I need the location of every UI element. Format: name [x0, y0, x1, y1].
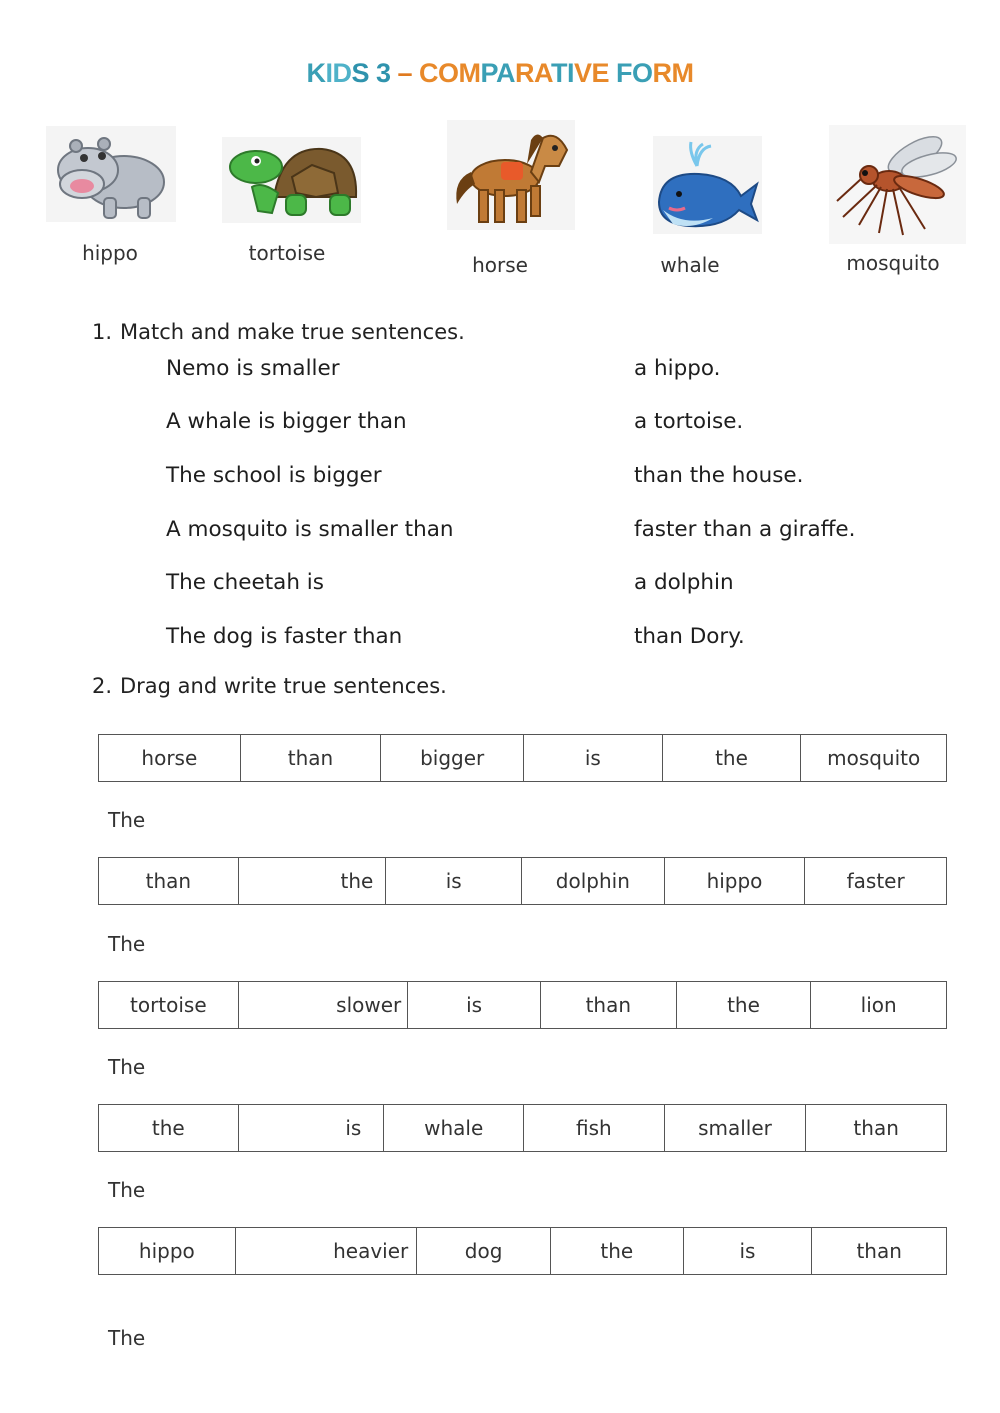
word-tile[interactable]: is	[408, 982, 541, 1028]
title-part: COM	[419, 58, 481, 88]
exercise-instruction: Match and make true sentences.	[120, 320, 465, 344]
word-tile[interactable]: heavier	[236, 1228, 418, 1274]
word-tile[interactable]: dog	[417, 1228, 551, 1274]
match-left-item[interactable]: The cheetah is	[166, 570, 324, 595]
word-tile[interactable]: lion	[860, 993, 897, 1017]
word-tile[interactable]: than	[856, 1239, 902, 1263]
word-bank-row	[98, 857, 947, 905]
title-part: S 3	[351, 58, 398, 88]
word-bank-row	[98, 1104, 947, 1152]
exercise-instruction: Drag and write true sentences.	[120, 674, 447, 698]
animal-caption: whale	[660, 253, 720, 277]
match-right-item[interactable]: a dolphin	[634, 570, 734, 595]
animal-caption: tortoise	[248, 241, 326, 265]
title-part: FO	[616, 58, 653, 88]
mosquito-icon	[829, 125, 966, 244]
match-left-item[interactable]: A whale is bigger than	[166, 409, 407, 434]
word-bank-row	[98, 1227, 947, 1275]
word-tile[interactable]: is	[524, 735, 663, 781]
word-tile[interactable]: smaller	[665, 1105, 807, 1151]
word-tile[interactable]: horse	[99, 735, 241, 781]
word-tile[interactable]: the	[551, 1228, 684, 1274]
word-tile[interactable]: is	[239, 1105, 385, 1151]
match-right-item[interactable]: faster than a giraffe.	[634, 517, 856, 542]
title-part: VE	[574, 58, 617, 88]
match-right-item[interactable]: than Dory.	[634, 624, 745, 649]
word-tile[interactable]: hippo	[99, 1228, 236, 1274]
animal-caption: mosquito	[846, 251, 940, 275]
answer-line[interactable]: The	[108, 808, 146, 832]
word-tile[interactable]: the	[663, 735, 802, 781]
match-left-item[interactable]: The school is bigger	[166, 463, 382, 488]
title-part: –	[397, 58, 419, 88]
horse-icon	[447, 120, 575, 230]
word-tile[interactable]: the	[677, 982, 812, 1028]
hippo-icon	[46, 126, 176, 222]
word-tile[interactable]: the	[99, 1105, 239, 1151]
title-part: ID	[325, 58, 352, 88]
word-tile[interactable]: mosquito	[827, 746, 921, 770]
word-tile[interactable]: is	[684, 1228, 813, 1274]
answer-line[interactable]: The	[108, 1178, 146, 1202]
word-tile[interactable]: bigger	[381, 735, 524, 781]
word-tile[interactable]: than	[241, 735, 382, 781]
title-part: K	[306, 58, 326, 88]
title-part: PA	[480, 58, 516, 88]
word-tile[interactable]: dolphin	[522, 858, 665, 904]
word-tile[interactable]: than	[541, 982, 677, 1028]
word-tile[interactable]: whale	[384, 1105, 524, 1151]
word-tile[interactable]: than	[99, 858, 239, 904]
match-right-item[interactable]: a hippo.	[634, 356, 721, 381]
word-tile[interactable]: faster	[846, 869, 905, 893]
match-left-item[interactable]: A mosquito is smaller than	[166, 517, 454, 542]
word-tile[interactable]: tortoise	[99, 982, 239, 1028]
whale-icon	[653, 136, 762, 234]
title-part: RA	[515, 58, 552, 88]
match-right-item[interactable]: than the house.	[634, 463, 804, 488]
animal-caption: horse	[472, 253, 528, 277]
page-title	[0, 58, 1000, 89]
word-bank-row	[98, 981, 947, 1029]
tortoise-icon	[222, 137, 361, 223]
exercise1-heading	[92, 320, 465, 344]
exercise-number: 1.	[92, 320, 113, 344]
word-tile[interactable]: than	[853, 1116, 899, 1140]
answer-line[interactable]: The	[108, 932, 146, 956]
word-tile[interactable]: is	[386, 858, 522, 904]
match-left-item[interactable]: Nemo is smaller	[166, 356, 340, 381]
match-left-item[interactable]: The dog is faster than	[166, 624, 403, 649]
word-tile[interactable]: the	[239, 858, 387, 904]
match-right-item[interactable]: a tortoise.	[634, 409, 744, 434]
title-part: RM	[652, 58, 694, 88]
answer-line[interactable]: The	[108, 1055, 146, 1079]
exercise2-heading	[92, 674, 447, 698]
word-tile[interactable]: fish	[524, 1105, 665, 1151]
animal-caption: hippo	[82, 241, 138, 265]
word-tile[interactable]: hippo	[665, 858, 806, 904]
word-bank-row	[98, 734, 947, 782]
answer-line[interactable]: The	[108, 1326, 146, 1350]
word-tile[interactable]: slower	[239, 982, 409, 1028]
exercise-number: 2.	[92, 674, 113, 698]
title-part: TI	[551, 58, 575, 88]
